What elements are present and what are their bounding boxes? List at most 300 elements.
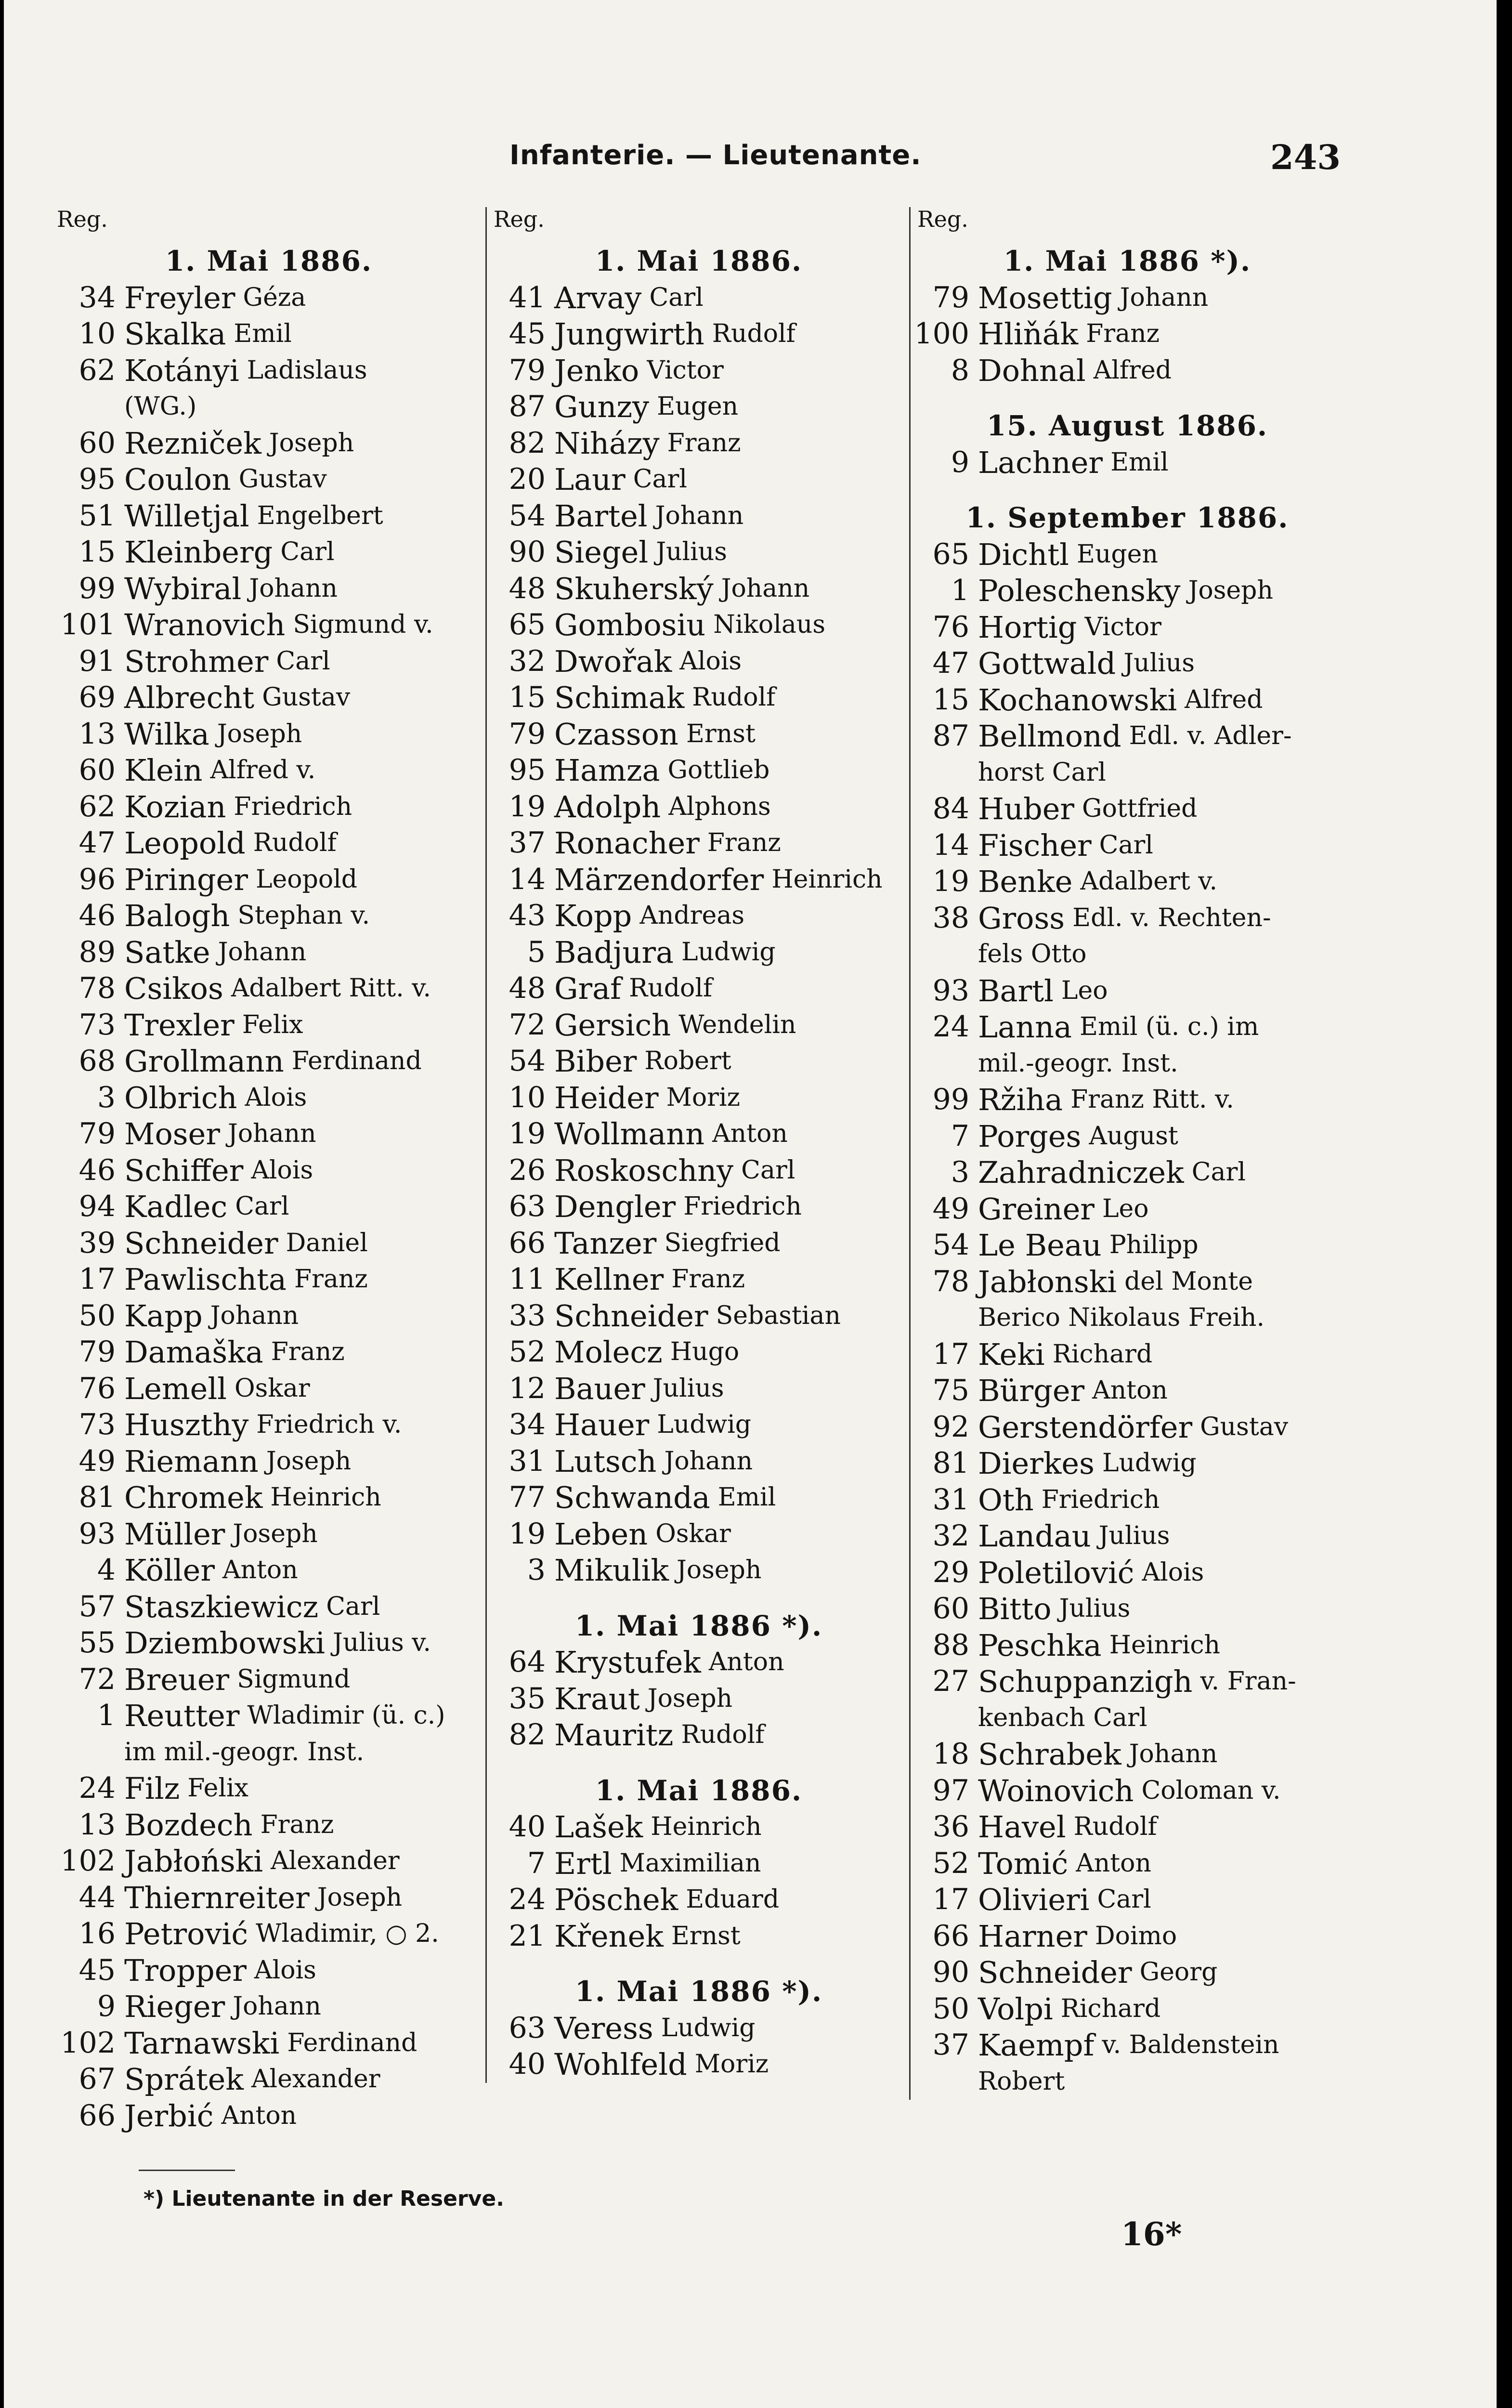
- officer-entry: [487, 789, 911, 825]
- surname: Mikulik: [554, 1553, 669, 1588]
- surname: Damaška: [124, 1335, 263, 1370]
- surname: Moser: [124, 1116, 220, 1152]
- officer-entry: [57, 2061, 481, 2098]
- surname: Riemann: [124, 1443, 259, 1479]
- regiment-number: 60: [932, 1592, 969, 1625]
- surname: Petrović: [124, 1916, 248, 1951]
- surname: Arvay: [554, 280, 642, 315]
- given-name: Oskar: [235, 1374, 310, 1403]
- regiment-number: 78: [932, 1264, 969, 1298]
- given-name: Julius: [652, 1374, 724, 1403]
- given-name: Alois: [245, 1083, 307, 1112]
- officer-entry: [911, 1118, 1344, 1155]
- given-name: Carl: [326, 1592, 380, 1621]
- given-name: Adalbert Ritt. v.: [231, 974, 431, 1003]
- given-name: Felix: [187, 1774, 248, 1803]
- surname: Ržiha: [978, 1082, 1063, 1117]
- regiment-number: 84: [932, 792, 969, 825]
- surname: Czasson: [554, 716, 678, 752]
- given-name: Alois: [679, 646, 742, 676]
- document-page: [4, 0, 1497, 2408]
- surname: Schneider: [978, 1955, 1132, 1990]
- given-name: Anton: [222, 1556, 298, 1584]
- surname: Hortig: [978, 609, 1077, 645]
- regiment-number: 81: [78, 1480, 116, 1514]
- regiment-number: 16: [78, 1917, 116, 1950]
- given-name: Johann: [1129, 1740, 1218, 1768]
- given-name: Moriz: [694, 2050, 769, 2079]
- surname: Kapp: [124, 1298, 203, 1334]
- surname: Laur: [554, 462, 626, 497]
- regiment-number: 45: [508, 317, 546, 351]
- given-name: Franz: [667, 428, 741, 458]
- given-name: Wendelin: [678, 1010, 796, 1039]
- regiment-number: 17: [932, 1883, 969, 1916]
- regiment-number: 89: [78, 935, 116, 969]
- regiment-number: 96: [78, 862, 116, 896]
- regiment-number: 40: [508, 2047, 546, 2081]
- given-name: Siegfried: [664, 1228, 781, 1257]
- officer-entry: [487, 498, 911, 535]
- given-name: Johann: [655, 501, 744, 530]
- given-name: v. Fran-: [1200, 1667, 1296, 1696]
- given-name: Moriz: [666, 1083, 741, 1112]
- officer-entry: [487, 1552, 911, 1589]
- surname: Leopold: [124, 825, 246, 861]
- given-name: Alois: [251, 1155, 313, 1185]
- officer-entry: [487, 643, 911, 680]
- officer-entry: [911, 1591, 1344, 1627]
- officer-entry: [57, 353, 481, 389]
- regiment-number: 73: [78, 1408, 116, 1441]
- given-name: Alois: [1142, 1557, 1204, 1587]
- regiment-number: 31: [932, 1482, 969, 1517]
- regiment-number: 3: [951, 1155, 969, 1189]
- given-name: Carl: [649, 283, 704, 312]
- surname: Roskoschny: [554, 1152, 734, 1188]
- regiment-number: 45: [78, 1953, 116, 1987]
- officer-entry: [57, 1662, 481, 1698]
- surname: Kochanowski: [978, 682, 1177, 718]
- surname: Kadlec: [124, 1189, 228, 1224]
- officer-entry: [57, 1116, 481, 1152]
- officer-entry: [57, 534, 481, 571]
- officer-entry: [487, 1043, 911, 1080]
- regiment-number: 15: [508, 681, 546, 714]
- regiment-number: 47: [932, 646, 969, 680]
- regiment-number: 9: [951, 445, 969, 479]
- surname: Gunzy: [554, 389, 650, 424]
- officer-entry: [57, 1334, 481, 1371]
- given-name: Nikolaus: [713, 610, 826, 639]
- regiment-number: 57: [78, 1589, 116, 1623]
- surname: Dichtl: [978, 537, 1069, 572]
- regiment-number: 50: [932, 1991, 969, 2026]
- surname: Mauritz: [554, 1717, 674, 1753]
- officer-entry: [911, 791, 1344, 827]
- officer-entry: [487, 571, 911, 607]
- regiment-number: 41: [508, 280, 546, 314]
- surname: Bauer: [554, 1371, 645, 1406]
- officer-entry: [911, 1845, 1344, 1882]
- surname: Volpi: [978, 1991, 1053, 2027]
- officer-entry: [487, 1809, 911, 1845]
- regiment-number: 18: [932, 1737, 969, 1771]
- regiment-number: 48: [508, 571, 546, 605]
- given-name: Heinrich: [651, 1812, 762, 1841]
- officer-entry: [487, 425, 911, 462]
- column-2: [485, 207, 911, 2083]
- given-name: Julius v.: [333, 1628, 431, 1657]
- given-name: Gottlieb: [667, 756, 770, 785]
- regiment-number: 33: [508, 1298, 546, 1333]
- surname: Hliňák: [978, 316, 1079, 352]
- officer-entry: [57, 970, 481, 1007]
- regiment-number: 78: [78, 971, 116, 1005]
- surname: Niházy: [554, 425, 660, 461]
- regiment-number: 14: [508, 862, 546, 896]
- regiment-number: 52: [932, 1846, 969, 1880]
- given-name: Robert: [644, 1047, 731, 1075]
- regiment-number: 55: [78, 1626, 116, 1660]
- surname: Pöschek: [554, 1882, 678, 1917]
- given-name: Heinrich: [1109, 1630, 1220, 1660]
- surname: Jabłoński: [124, 1844, 263, 1879]
- given-name: Rudolf: [629, 974, 713, 1003]
- surname: Thiernreiter: [124, 1880, 310, 1915]
- regiment-number: 54: [508, 1044, 546, 1078]
- given-name: Alexander: [271, 1846, 400, 1875]
- regiment-number: 10: [508, 1080, 546, 1114]
- officer-entry: [487, 2010, 911, 2047]
- officer-entry: [57, 1261, 481, 1298]
- regiment-number: 88: [932, 1628, 969, 1662]
- officer-entry: [487, 2046, 911, 2083]
- given-name: Johann: [1120, 283, 1209, 312]
- regiment-number: 54: [508, 498, 546, 533]
- officer-entry: [57, 1043, 481, 1080]
- surname: Tomić: [978, 1845, 1069, 1881]
- surname: Křenek: [554, 1918, 664, 1954]
- given-name: Heinrich: [270, 1483, 381, 1512]
- officer-entry: [911, 1154, 1344, 1191]
- given-name: Leo: [1102, 1194, 1149, 1223]
- regiment-number: 73: [78, 1008, 116, 1042]
- officer-entry: [487, 1443, 911, 1480]
- given-name: Friedrich: [1041, 1485, 1160, 1514]
- surname: Huszthy: [124, 1407, 249, 1442]
- section-date-heading: 1. Mai 1886.: [165, 245, 373, 277]
- regiment-number: 19: [932, 864, 969, 898]
- surname: Woinovich: [978, 1773, 1134, 1808]
- officer-entry: [57, 1407, 481, 1443]
- regiment-number: 79: [78, 1335, 116, 1369]
- officer-entry: [57, 1371, 481, 1407]
- given-name: Anton: [708, 1648, 784, 1676]
- surname: Hauer: [554, 1407, 650, 1442]
- regiment-number: 46: [78, 899, 116, 932]
- given-name: Stephan v.: [237, 901, 370, 930]
- entry-continuation: fels Otto: [978, 940, 1087, 968]
- officer-entry: [57, 1880, 481, 1916]
- officer-entry: [487, 1080, 911, 1116]
- given-name: Johann: [227, 1119, 316, 1148]
- officer-entry: [911, 1991, 1344, 2028]
- given-name: Johann: [664, 1446, 753, 1476]
- regiment-number: 14: [932, 828, 969, 862]
- given-name: Felix: [242, 1010, 303, 1039]
- surname: Csikos: [124, 971, 223, 1006]
- given-name: Johann: [249, 574, 338, 603]
- regiment-number: 32: [932, 1519, 969, 1553]
- section-date-heading: 1. Mai 1886.: [595, 245, 803, 277]
- given-name: Alexander: [251, 2065, 380, 2094]
- regiment-number: 72: [78, 1662, 116, 1696]
- officer-entry: [487, 1644, 911, 1681]
- given-name: Edl. v. Adler-: [1129, 721, 1292, 750]
- footnote-rule: [139, 2170, 235, 2171]
- regiment-number: 12: [508, 1371, 546, 1405]
- surname: Satke: [124, 934, 210, 970]
- regiment-number: 32: [508, 644, 546, 678]
- surname: Schneider: [554, 1298, 708, 1334]
- surname: Poleschensky: [978, 573, 1181, 608]
- given-name: Joseph: [647, 1684, 733, 1713]
- given-name: Joseph: [269, 428, 354, 458]
- given-name: Maximilian: [619, 1848, 761, 1878]
- surname: Wilka: [124, 716, 209, 752]
- officer-entry: [57, 280, 481, 316]
- regiment-number: 37: [508, 826, 546, 860]
- officer-entry: [911, 1482, 1344, 1518]
- surname: Tropper: [124, 1952, 247, 1988]
- regiment-number: 10: [78, 317, 116, 351]
- regiment-number: 46: [78, 1153, 116, 1187]
- regiment-number: 90: [508, 535, 546, 569]
- given-name: Leo: [1061, 976, 1108, 1005]
- regiment-number: 99: [78, 571, 116, 605]
- regiment-number: 93: [78, 1517, 116, 1551]
- officer-entry: [487, 1845, 911, 1882]
- surname: Lutsch: [554, 1443, 657, 1479]
- footnote: *) Lieutenante in der Reserve.: [143, 2186, 504, 2211]
- regiment-number: 87: [508, 390, 546, 423]
- officer-entry: [57, 1770, 481, 1807]
- running-header: Infanterie. — Lieutenante.: [509, 140, 922, 171]
- surname: Olbrich: [124, 1080, 237, 1115]
- officer-entry: [911, 1227, 1344, 1264]
- surname: Staszkiewicz: [124, 1589, 319, 1624]
- officer-entry: [57, 1843, 481, 1880]
- surname: Willetjal: [124, 498, 249, 534]
- officer-entry: [487, 862, 911, 898]
- officer-entry: [911, 1191, 1344, 1228]
- regiment-number: 90: [932, 1955, 969, 1989]
- surname: Schiffer: [124, 1152, 244, 1188]
- regiment-number: 47: [78, 826, 116, 860]
- surname: Veress: [554, 2010, 653, 2046]
- officer-entry: [487, 607, 911, 643]
- regiment-number: 19: [508, 1117, 546, 1151]
- given-name: Rudolf: [692, 683, 776, 712]
- officer-entry: [911, 645, 1344, 682]
- officer-entry: [487, 1298, 911, 1335]
- surname: Jungwirth: [554, 316, 704, 352]
- surname: Dohnal: [978, 353, 1086, 388]
- given-name: Georg: [1139, 1958, 1218, 1987]
- given-name: Gustav: [1200, 1412, 1289, 1441]
- surname: Freyler: [124, 280, 235, 315]
- given-name: Alfred: [1093, 355, 1172, 385]
- section-date-heading: 1. Mai 1886 *).: [574, 1975, 823, 2008]
- regiment-number: 91: [78, 644, 116, 678]
- regiment-number: 29: [932, 1555, 969, 1589]
- surname: Gerstendörfer: [978, 1409, 1193, 1445]
- given-name: Victor: [1084, 612, 1161, 641]
- given-name: Alphons: [668, 792, 771, 821]
- given-name: Andreas: [639, 901, 745, 930]
- regiment-number: 20: [508, 462, 546, 496]
- regiment-number: 52: [508, 1335, 546, 1369]
- given-name: Joseph: [266, 1446, 352, 1476]
- officer-entry: [911, 827, 1344, 864]
- regiment-number: 79: [508, 717, 546, 751]
- surname: Le Beau: [978, 1228, 1102, 1263]
- surname: Landau: [978, 1518, 1091, 1554]
- given-name: Wladimir, ○ 2.: [256, 1919, 439, 1948]
- officer-entry: [911, 1918, 1344, 1955]
- surname: Jerbić: [124, 2098, 214, 2133]
- given-name: Julius: [656, 537, 727, 566]
- section-date-heading: 15. August 1886.: [986, 409, 1268, 442]
- surname: Heider: [554, 1080, 659, 1115]
- surname: Skalka: [124, 316, 226, 352]
- officer-entry: [911, 1409, 1344, 1446]
- officer-entry: [57, 1479, 481, 1516]
- given-name: del Monte: [1124, 1267, 1253, 1296]
- officer-entry: [487, 716, 911, 753]
- regiment-number: 34: [78, 280, 116, 314]
- regiment-number: 44: [78, 1880, 116, 1914]
- officer-entry: [911, 316, 1344, 353]
- officer-entry: [911, 1663, 1344, 1700]
- given-name: Carl: [276, 646, 330, 676]
- regiment-number: 24: [78, 1771, 116, 1805]
- regiment-number: 35: [508, 1681, 546, 1715]
- regiment-number: 62: [78, 353, 116, 387]
- given-name: Rudolf: [1073, 1812, 1157, 1841]
- regiment-number: 93: [932, 973, 969, 1008]
- given-name: Emil: [1110, 447, 1169, 477]
- given-name: Engelbert: [257, 501, 383, 530]
- officer-entry: [57, 680, 481, 716]
- regiment-number: 95: [78, 462, 116, 496]
- officer-entry: [57, 1625, 481, 1662]
- given-name: Eduard: [686, 1885, 780, 1914]
- section-date-heading: 1. Mai 1886.: [595, 1774, 803, 1807]
- surname: Skuherský: [554, 571, 714, 606]
- given-name: Franz: [271, 1337, 345, 1366]
- given-name: Rudolf: [712, 319, 795, 348]
- regiment-number: 79: [932, 280, 969, 314]
- given-name: Emil: [717, 1483, 776, 1512]
- surname: Gottwald: [978, 646, 1116, 681]
- surname: Badjura: [554, 934, 674, 970]
- surname: Bozdech: [124, 1807, 253, 1843]
- surname: Kleinberg: [124, 535, 273, 570]
- officer-entry: [911, 1882, 1344, 1918]
- regiment-number: 68: [78, 1044, 116, 1078]
- given-name: Gustav: [238, 465, 327, 494]
- regiment-number: 24: [932, 1010, 969, 1044]
- regiment-number: 79: [508, 353, 546, 387]
- given-name: Joseph: [217, 719, 302, 748]
- officer-entry: [57, 1916, 481, 1952]
- surname: Dwořak: [554, 643, 672, 679]
- surname: Adolph: [554, 789, 661, 824]
- regiment-number: 66: [508, 1226, 546, 1260]
- surname: Jenko: [554, 353, 639, 388]
- regiment-number: 94: [78, 1190, 116, 1223]
- regiment-number: 27: [932, 1664, 969, 1698]
- officer-entry: [57, 934, 481, 971]
- officer-entry: [57, 1989, 481, 2025]
- given-name: Franz: [707, 828, 781, 857]
- given-name: Johann: [210, 1301, 299, 1330]
- given-name: Ferdinand: [287, 2028, 417, 2057]
- given-name: Ladislaus: [247, 355, 367, 385]
- regiment-number: 48: [508, 971, 546, 1005]
- surname: Coulon: [124, 462, 231, 497]
- given-name: Emil (ü. c.) im: [1079, 1012, 1259, 1041]
- surname: Huber: [978, 791, 1075, 826]
- officer-entry: [487, 1516, 911, 1553]
- officer-entry: [911, 1518, 1344, 1555]
- officer-entry: [911, 353, 1344, 389]
- regiment-number: 82: [508, 1718, 546, 1752]
- regiment-number: 15: [78, 535, 116, 569]
- given-name: Anton: [1092, 1376, 1168, 1405]
- surname: Molecz: [554, 1335, 663, 1370]
- regiment-number: 65: [508, 608, 546, 641]
- given-name: Alfred v.: [210, 756, 316, 785]
- regiment-number: 17: [932, 1337, 969, 1371]
- regiment-number: 37: [932, 2028, 969, 2062]
- officer-entry: [57, 862, 481, 898]
- given-name: Ludwig: [657, 1410, 752, 1439]
- surname: Reutter: [124, 1698, 240, 1733]
- officer-entry: [911, 864, 1344, 900]
- officer-entry: [57, 1080, 481, 1116]
- regiment-number: 7: [951, 1119, 969, 1153]
- surname: Wohlfeld: [554, 2047, 687, 2082]
- regiment-number: 95: [508, 753, 546, 787]
- regiment-number: 102: [60, 2026, 116, 2060]
- regiment-number: 43: [508, 899, 546, 932]
- officer-entry: [487, 1152, 911, 1189]
- given-name: Anton: [221, 2101, 297, 2130]
- given-name: Julius: [1059, 1594, 1131, 1623]
- given-name: Johann: [218, 937, 307, 967]
- given-name: Julius: [1098, 1521, 1170, 1550]
- officer-entry: [911, 445, 1344, 481]
- officer-entry: [487, 1407, 911, 1443]
- regiment-number: 49: [78, 1444, 116, 1478]
- given-name: Ludwig: [681, 937, 776, 967]
- surname: Märzendorfer: [554, 862, 764, 897]
- officer-entry: [911, 1736, 1344, 1773]
- section-date-heading: 1. September 1886.: [965, 501, 1289, 534]
